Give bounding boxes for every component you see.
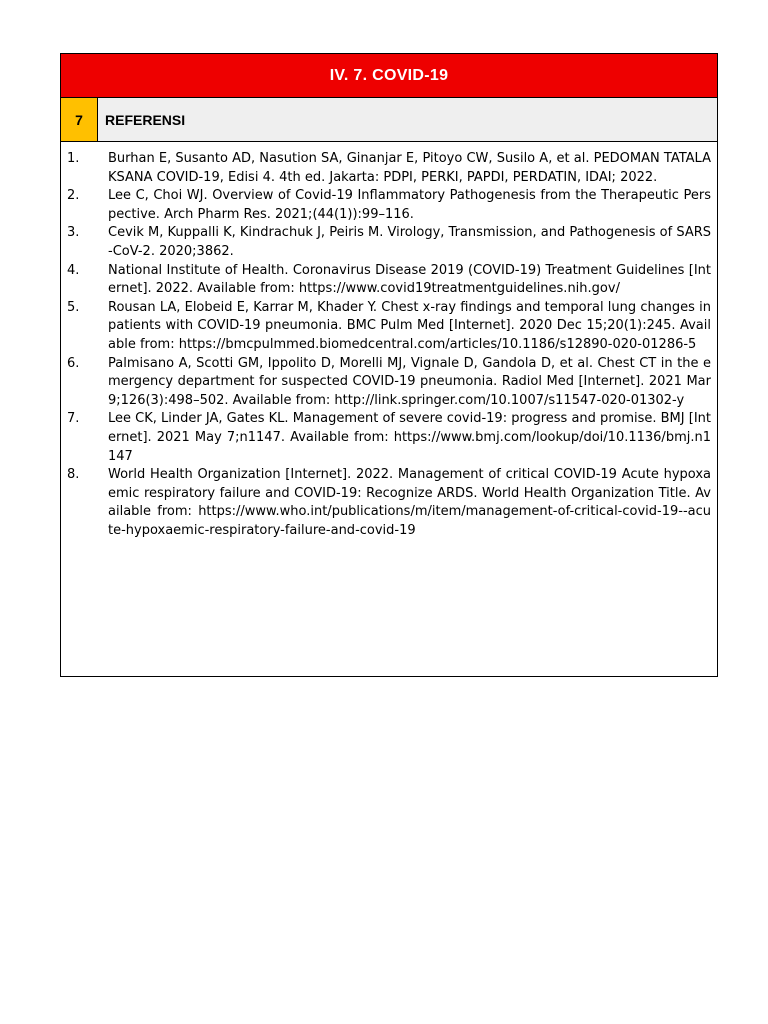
- reference-number: 7.: [67, 411, 80, 427]
- reference-item: [67, 299, 711, 355]
- reference-text: Lee C, Choi WJ. Overview of Covid-19 Inflammatory Pathogenesis from the Therapeutic Perspective. Arch Pharm Res. 2021;(44(1)):99–116.: [108, 188, 711, 222]
- reference-number: 4.: [67, 262, 80, 278]
- section-title: REFERENSI: [98, 98, 717, 141]
- reference-number: 3.: [67, 225, 80, 241]
- section-header: [61, 98, 717, 142]
- reference-number: 6.: [67, 355, 80, 371]
- reference-text: Rousan LA, Elobeid E, Karrar M, Khader Y. Chest x-ray findings and temporal lung changes in patients with COVID-19 pneumonia. BMC Pulm Med [Internet]. 2020 Dec 15;20(1):245. Available from: https://bmcpulmmed.biomedcentral.com/articles/10.1186/s12890-020-01286-5: [108, 299, 711, 352]
- reference-number: 1.: [67, 151, 80, 166]
- reference-item: [67, 466, 711, 540]
- reference-list: [61, 142, 717, 540]
- reference-text: Burhan E, Susanto AD, Nasution SA, Ginanjar E, Pitoyo CW, Susilo A, et al. PEDOMAN TATALAKSANA COVID-19, Edisi 4. 4th ed. Jakarta: PDPI, PERKI, PAPDI, PERDATIN, IDAI; 2022.: [108, 151, 711, 185]
- reference-item: [67, 410, 711, 466]
- reference-text: National Institute of Health. Coronavirus Disease 2019 (COVID-19) Treatment Guidelines [Internet]. 2022. Available from: https://www.covid19treatmentguidelines.nih.gov/: [108, 262, 711, 297]
- reference-item: [67, 150, 711, 187]
- reference-item: [67, 187, 711, 224]
- reference-item: [67, 224, 711, 261]
- reference-number: 2.: [67, 188, 80, 204]
- reference-item: [67, 355, 711, 411]
- reference-text: Cevik M, Kuppalli K, Kindrachuk J, Peiris M. Virology, Transmission, and Pathogenesis of SARS-CoV-2. 2020;3862.: [108, 225, 711, 259]
- reference-number: 8.: [67, 467, 80, 483]
- reference-number: 5.: [67, 299, 80, 315]
- section-number: 7: [61, 98, 98, 141]
- page-title: IV. 7. COVID-19: [61, 54, 717, 98]
- reference-item: [67, 262, 711, 299]
- reference-text: Palmisano A, Scotti GM, Ippolito D, Morelli MJ, Vignale D, Gandola D, et al. Chest CT in the emergency department for suspected COVID-19 pneumonia. Radiol Med [Internet]. 2021 Mar 9;126(3):498–502. Available from: http://link.springer.com/10.1007/s11547-020-01302-y: [108, 355, 711, 408]
- document-table: [60, 53, 718, 677]
- reference-text: World Health Organization [Internet]. 2022. Management of critical COVID-19 Acute hypoxaemic respiratory failure and COVID-19: Recognize ARDS. World Health Organization Title. Available from: https://www.who.int/publications/m/item/management-of-critical-covid-19--acute-hypoxaemic-respiratory-failure-and-covid-19: [108, 467, 711, 538]
- reference-text: Lee CK, Linder JA, Gates KL. Management of severe covid-19: progress and promise. BMJ [Internet]. 2021 May 7;n1147. Available from: https://www.bmj.com/lookup/doi/10.1136/bmj.n1147: [108, 411, 711, 464]
